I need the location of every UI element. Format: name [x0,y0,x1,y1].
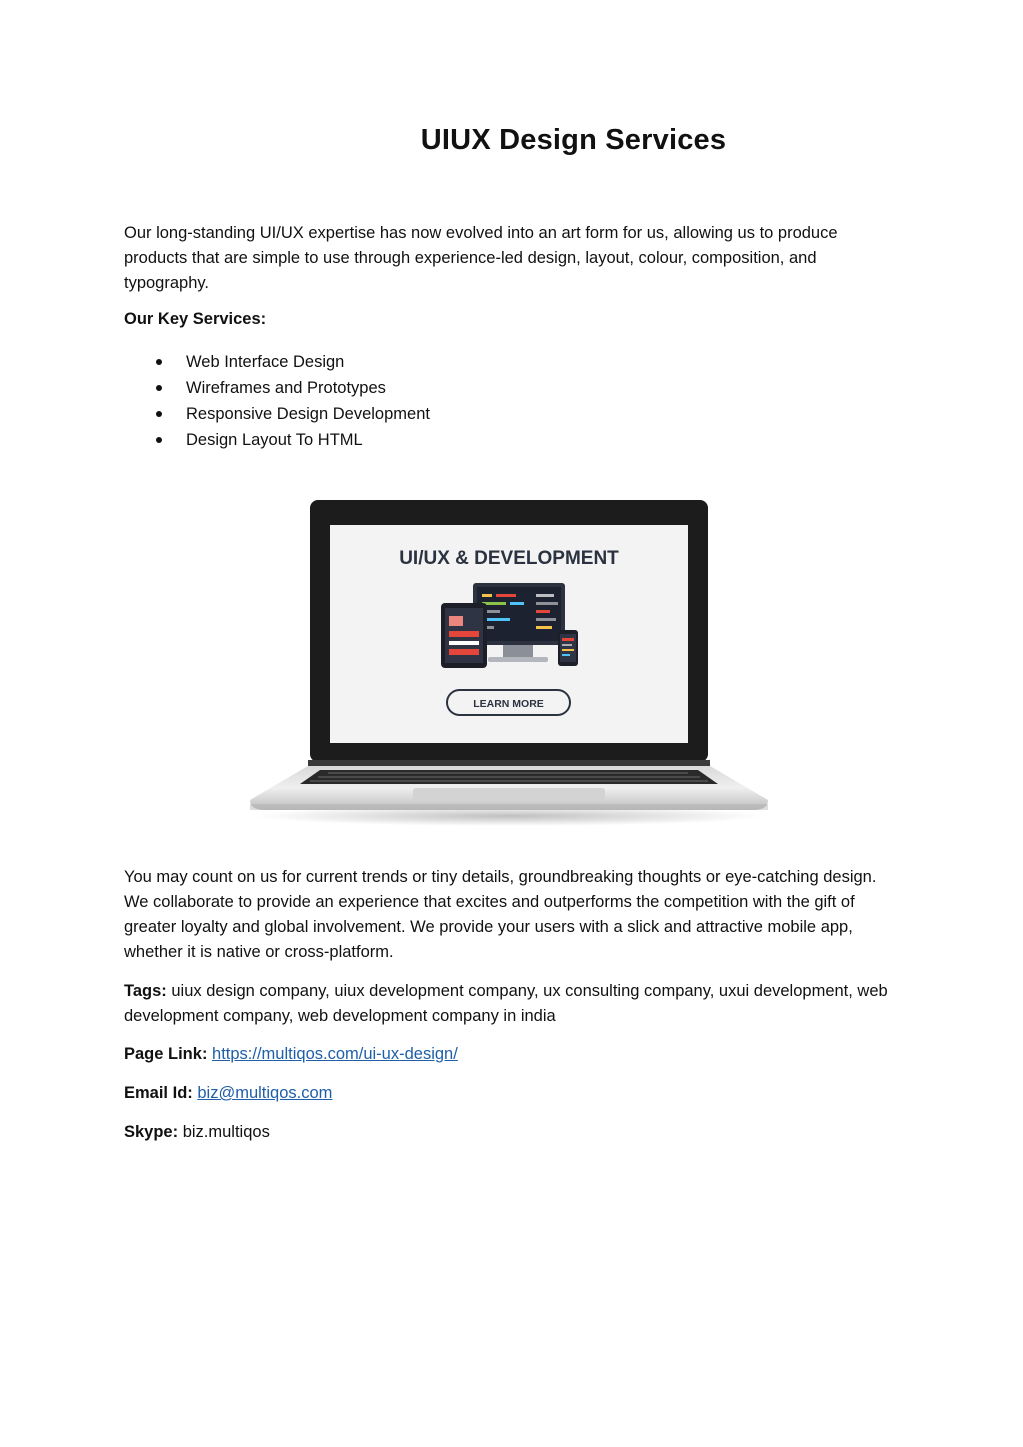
tags-value: uiux design company, uiux development company, ux consulting company, uxui development, web development company, web development company in india [124,982,888,1025]
page-link-label: Page Link: [124,1045,208,1063]
email-line [124,1081,899,1106]
laptop-illustration [248,498,770,826]
list-item [124,375,430,401]
body-paragraph: You may count on us for current trends or tiny details, groundbreaking thoughts or eye-catching design. We collaborate to provide an experience that excites and outperforms the competition with the gift of greater loyalty and global involvement. We provide your users with a slick and attractive mobile app, whether it is native or cross-platform. [124,868,877,961]
intro-paragraph: Our long-standing UI/UX expertise has now evolved into an art form for us, allowing us to produce products that are simple to use through experience-led design, layout, colour, composition, and typography. [124,224,838,292]
learn-more-label: LEARN MORE [473,698,544,710]
page-title: UIUX Design Services [420,124,727,156]
laptop-edge [250,804,768,810]
key-services-heading: Our Key Services: [124,310,267,328]
services-list [124,349,430,453]
screen-heading: UI/UX & DEVELOPMENT [399,548,619,569]
laptop-svg [248,498,770,826]
service-label: Web Interface Design [186,353,345,371]
service-label: Wireframes and Prototypes [186,379,386,397]
email-label: Email Id: [124,1084,193,1102]
laptop-hinge [308,760,710,766]
skype-value: biz.multiqos [182,1123,270,1141]
tags-label: Tags: [124,982,167,1000]
bullet-icon [156,411,162,417]
page-link[interactable]: https://multiqos.com/ui-ux-design/ [212,1045,458,1063]
phone-icon [558,630,578,666]
service-label: Responsive Design Development [186,405,430,423]
list-item [124,427,430,453]
bullet-icon [156,437,162,443]
laptop-trackpad [413,788,605,800]
list-item [124,349,430,375]
page-link-line [124,1042,899,1067]
skype-line [124,1120,899,1145]
email-link[interactable]: biz@multiqos.com [197,1084,333,1102]
bullet-icon [156,359,162,365]
skype-label: Skype: [124,1123,179,1141]
keyboard-keys [310,772,708,782]
tags-line [124,979,899,1029]
bullet-icon [156,385,162,391]
list-item [124,401,430,427]
tablet-icon [441,603,487,668]
service-label: Design Layout To HTML [186,431,363,449]
